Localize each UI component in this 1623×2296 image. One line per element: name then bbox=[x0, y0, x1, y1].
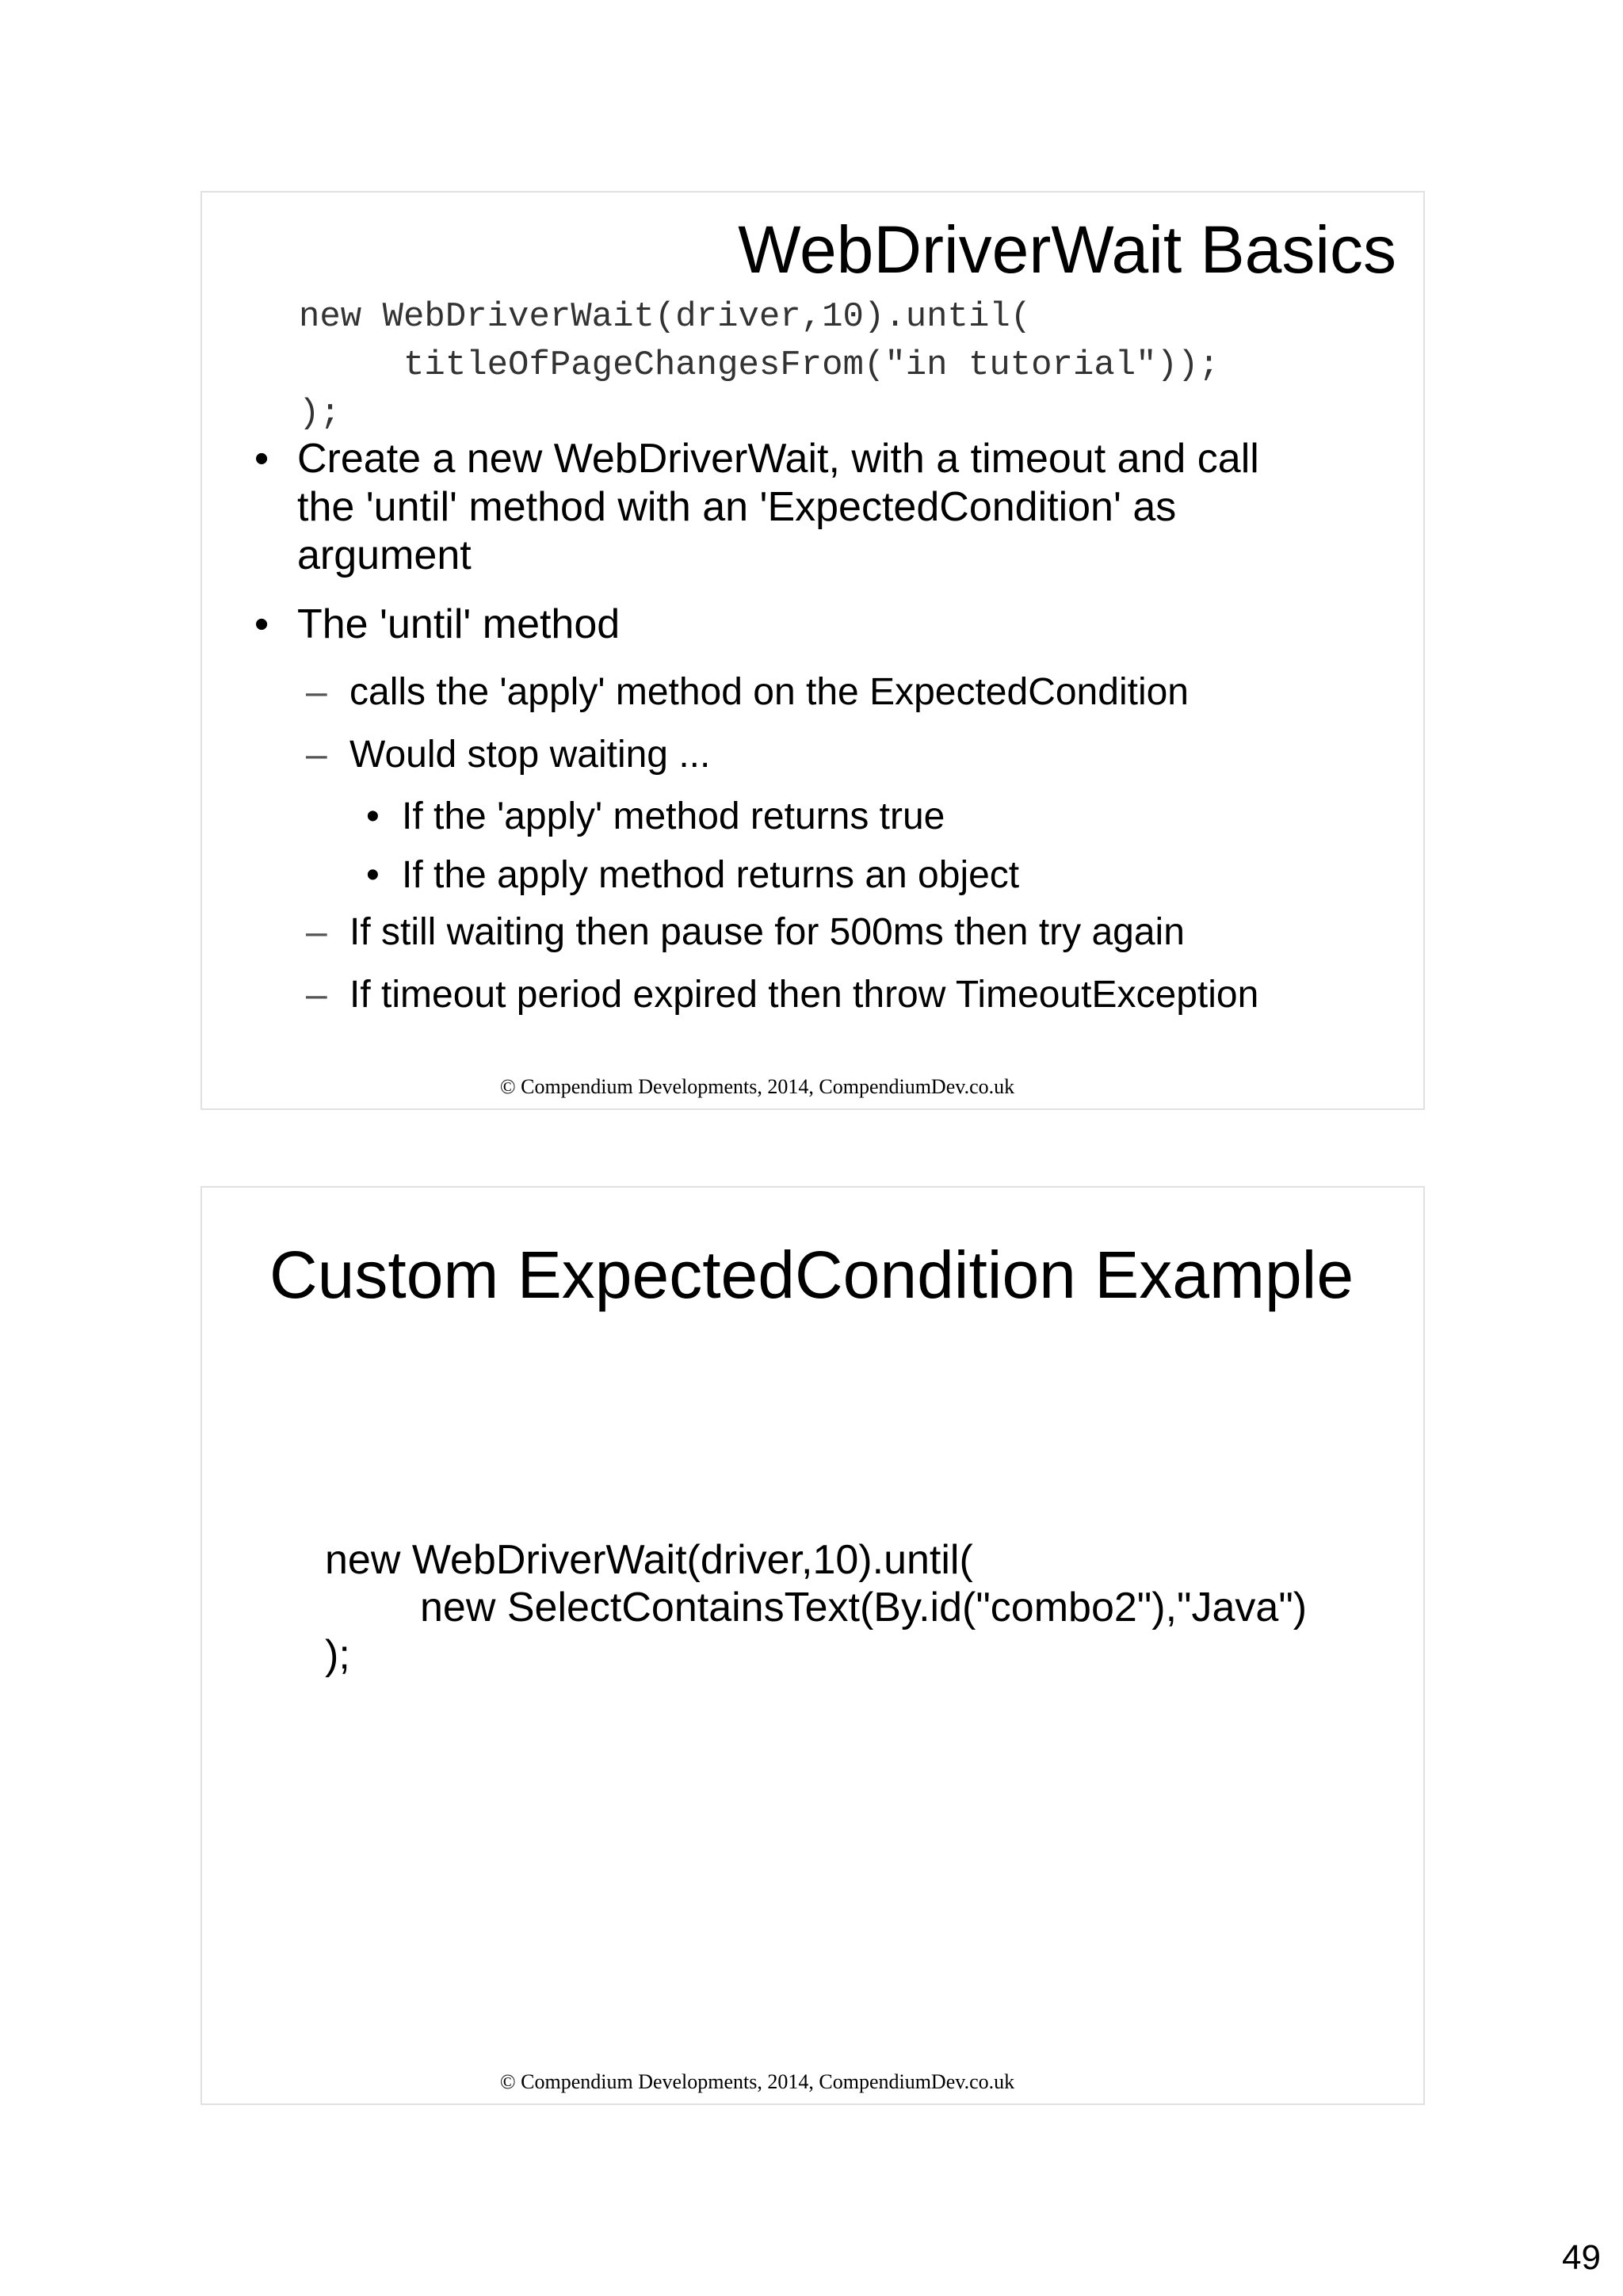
sub-item-text: calls the 'apply' method on the ExpectedCondition bbox=[349, 671, 1189, 713]
bullet-marker: • bbox=[366, 854, 380, 896]
dash-marker: – bbox=[306, 734, 327, 776]
code-line: new WebDriverWait(driver,10).until( bbox=[325, 1537, 973, 1583]
sub-item-text: Would stop waiting ... bbox=[349, 734, 711, 776]
bullet-text-line-1: Create a new WebDriverWait, with a timeout and call bbox=[297, 436, 1259, 482]
slide-footer: © Compendium Developments, 2014, CompendiumDev.co.uk bbox=[499, 2070, 1015, 2093]
code-line: ); bbox=[325, 1632, 350, 1678]
code-example bbox=[325, 1536, 1307, 1679]
bullet-marker: • bbox=[254, 436, 269, 482]
slide-title: WebDriverWait Basics bbox=[738, 212, 1396, 287]
sub-item-text: If timeout period expired then throw TimeoutException bbox=[349, 974, 1259, 1016]
sub-item-text: If still waiting then pause for 500ms then try again bbox=[349, 911, 1185, 953]
bullet-text: The 'until' method bbox=[297, 601, 621, 647]
dash-marker: – bbox=[306, 911, 327, 953]
subsub-item-text: If the 'apply' method returns true bbox=[402, 795, 945, 837]
slide-custom-expected-condition bbox=[200, 1186, 1425, 2105]
code-line: new SelectContainsText(By.id("combo2"),"Java") bbox=[420, 1585, 1308, 1630]
slide-webdriverwait-basics bbox=[200, 191, 1425, 1110]
code-snippet: new WebDriverWait(driver,10).until( titleOfPageChangesFrom("in tutorial")); ); bbox=[299, 297, 1220, 433]
dash-marker: – bbox=[306, 974, 327, 1016]
subsub-item-text: If the apply method returns an object bbox=[402, 854, 1020, 896]
dash-marker: – bbox=[306, 671, 327, 713]
slide-title: Custom ExpectedCondition Example bbox=[269, 1238, 1354, 1312]
page-number: 49 bbox=[1562, 2238, 1601, 2277]
bullet-marker: • bbox=[254, 601, 269, 647]
bullet-text-line-3: argument bbox=[297, 532, 472, 578]
slide-footer: © Compendium Developments, 2014, CompendiumDev.co.uk bbox=[499, 1075, 1015, 1098]
bullet-text-line-2: the 'until' method with an 'ExpectedCondition' as bbox=[297, 484, 1177, 530]
bullet-marker: • bbox=[366, 795, 380, 837]
